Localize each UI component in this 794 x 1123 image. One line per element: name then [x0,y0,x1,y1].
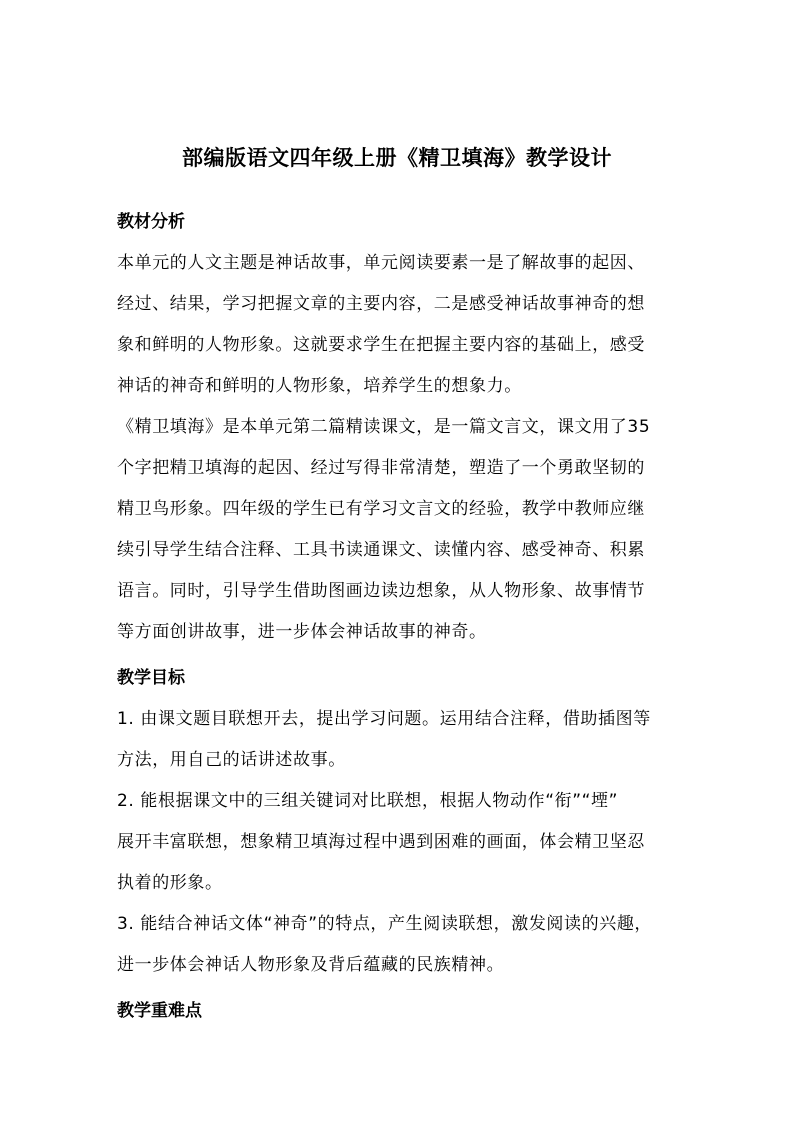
objective-line: 展开丰富联想，想象精卫填海过程中遇到困难的画面，体会精卫坚忍 [117,832,645,852]
paragraph-line: 本单元的人文主题是神话故事，单元阅读要素一是了解故事的起因、 [117,253,645,273]
objective-line: 进一步体会神话人物形象及背后蕴藏的民族精神。 [117,955,505,975]
objective-line: 方法，用自己的话讲述故事。 [117,750,346,770]
document-title: 部编版语文四年级上册《精卫填海》教学设计 [182,146,612,170]
paragraph-line: 精卫鸟形象。四年级的学生已有学习文言文的经验，教学中教师应继 [117,499,645,519]
paragraph-line: 象和鲜明的人物形象。这就要求学生在把握主要内容的基础上，感受 [117,335,645,355]
paragraph-line: 续引导学生结合注释、工具书读通课文、读懂内容、感受神奇、积累 [117,540,645,560]
paragraph-line: 个字把精卫填海的起因、经过写得非常清楚，塑造了一个勇敢坚韧的 [117,458,645,478]
section-heading-objectives: 教学目标 [117,668,185,688]
paragraph-line: 《精卫填海》是本单元第二篇精读课文，是一篇文言文，课文用了35 [117,417,651,437]
paragraph-line: 经过、结果，学习把握文章的主要内容，二是感受神话故事神奇的想 [117,294,645,314]
paragraph-line: 神话的神奇和鲜明的人物形象，培养学生的想象力。 [117,376,522,396]
objective-line: 3. 能结合神话文体“神奇”的特点，产生阅读联想，激发阅读的兴趣， [117,914,653,934]
section-heading-analysis: 教材分析 [117,212,185,232]
section-heading-key-points: 教学重难点 [117,1001,202,1021]
paragraph-line: 语言。同时，引导学生借助图画边读边想象，从人物形象、故事情节 [117,581,645,601]
paragraph-line: 等方面创讲故事，进一步体会神话故事的神奇。 [117,622,487,642]
objective-line: 1. 由课文题目联想开去，提出学习问题。运用结合注释，借助插图等 [117,709,651,729]
objective-line: 2. 能根据课文中的三组关键词对比联想，根据人物动作“衔”“堙” [117,791,619,811]
objective-line: 执着的形象。 [117,873,223,893]
